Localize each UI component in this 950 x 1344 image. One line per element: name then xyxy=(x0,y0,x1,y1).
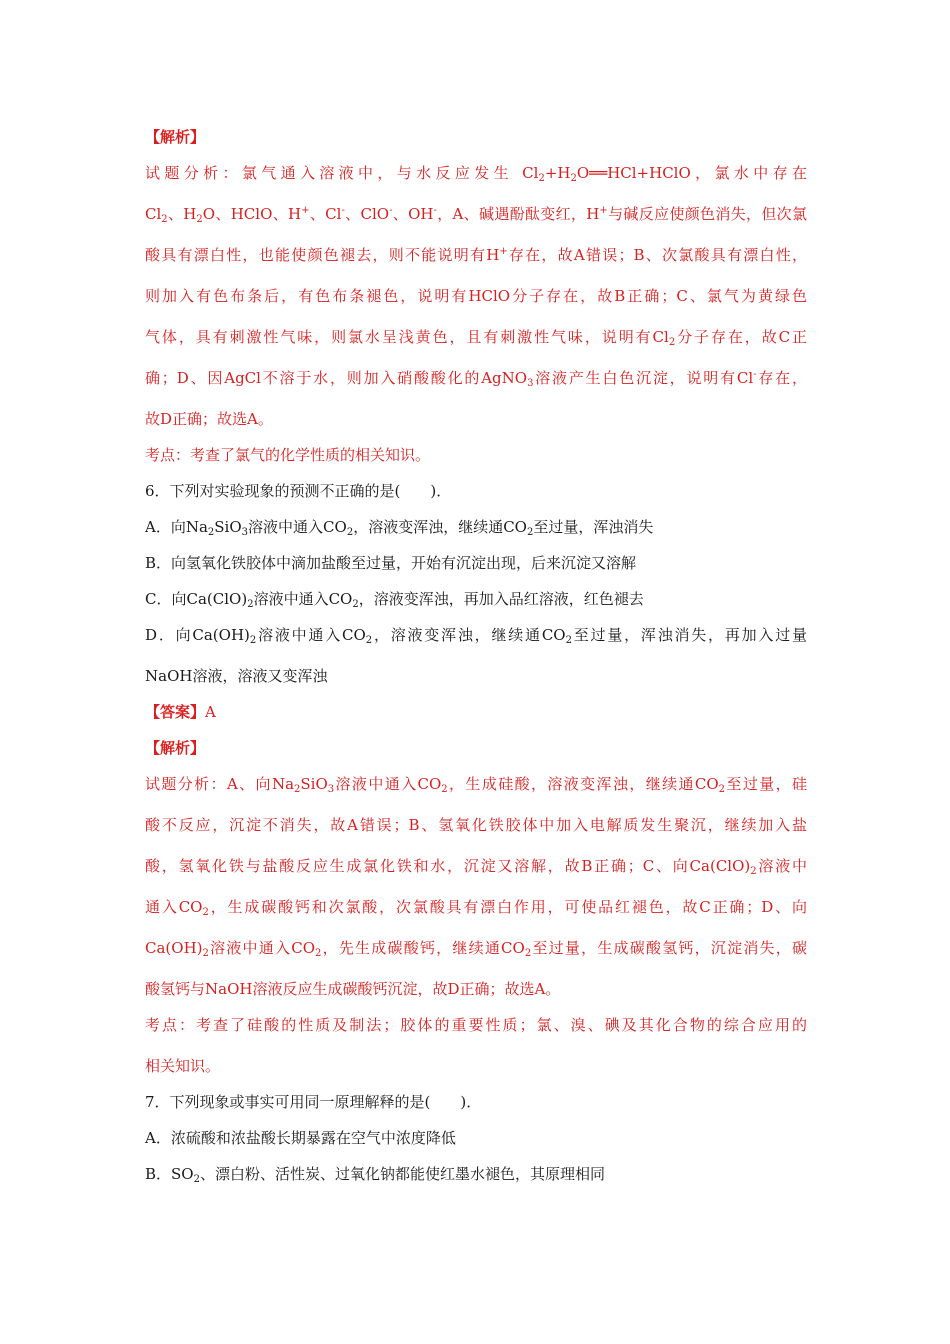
analysis-paragraph-line: 酸氢钙与NaOH溶液反应生成碳酸钙沉淀，故D正确；故选A。 xyxy=(145,980,561,998)
answer-label: 【答案】 xyxy=(145,703,206,721)
analysis-paragraph-line: $Ca(OH)_2$溶液中通入$CO_2$，先生成碳酸钙，继续通$CO_2$至过量，生成碳酸氢钙，沉淀消失，碳 xyxy=(145,939,807,959)
question-stem: 6．下列对实验现象的预测不正确的是( )． xyxy=(145,482,452,500)
option-c: C．向$Ca(ClO)_2$溶液中通入$CO_2$，溶液变浑浊，再加入品红溶液，红色褪去 xyxy=(145,590,644,610)
key-point-continued: 相关知识。 xyxy=(145,1057,221,1075)
analysis-paragraph-line: 酸不反应，沉淀不消失，故A错误；B、氢氧化铁胶体中加入电解质发生聚沉，继续加入盐 xyxy=(145,816,807,834)
analysis-paragraph-line: 酸，氢氧化铁与盐酸反应生成氯化铁和水，沉淀又溶解，故B正确；C、向$Ca(ClO)_2$溶液中 xyxy=(145,857,807,877)
key-point: 考点：考查了硅酸的性质及制法；胶体的重要性质；氯、溴、碘及其化合物的综合应用的 xyxy=(145,1016,807,1034)
analysis-paragraph-line: 试题分析：氯气通入溶液中，与水反应发生 $Cl_2+H_2O══HCl+HClO$，氯水中存在 xyxy=(145,164,807,184)
analysis-heading: 【解析】 xyxy=(145,739,206,757)
option-b: B．$SO_2$、漂白粉、活性炭、过氧化钠都能使红墨水褪色，其原理相同 xyxy=(145,1165,605,1185)
key-point: 考点：考查了氯气的化学性质的相关知识。 xyxy=(145,446,431,464)
option-d-continued: NaOH溶液，溶液又变浑浊 xyxy=(145,667,328,685)
option-b: B．向氢氧化铁胶体中滴加盐酸至过量，开始有沉淀出现，后来沉淀又溶解 xyxy=(145,554,637,572)
analysis-paragraph-line: $Cl_2$、$H_2O$、HClO、H+、Cl-、ClO-、OH-，A、碱遇酚酞变红，H+与碱反应使颜色消失，但次氯 xyxy=(145,205,807,225)
analysis-paragraph-line: 通入$CO_2$，生成碳酸钙和次氯酸，次氯酸具有漂白作用，可使品红褪色，故C正确；D、向 xyxy=(145,898,807,918)
analysis-paragraph-line: 则加入有色布条后，有色布条褪色，说明有HClO分子存在，故B正确；C、氯气为黄绿色 xyxy=(145,287,807,305)
option-a: A．浓硫酸和浓盐酸长期暴露在空气中浓度降低 xyxy=(145,1129,456,1147)
question-stem: 7．下列现象或事实可用同一原理解释的是( )． xyxy=(145,1093,482,1111)
option-d: D．向$Ca(OH)_2$溶液中通入$CO_2$，溶液变浑浊，继续通$CO_2$至过量，浑浊消失，再加入过量 xyxy=(145,626,807,646)
analysis-paragraph-line: 故D正确；故选A。 xyxy=(145,410,273,428)
answer-value: A xyxy=(205,703,216,721)
analysis-paragraph-line: 酸具有漂白性，也能使颜色褪去，则不能说明有H+存在，故A错误；B、次氯酸具有漂白性， xyxy=(145,246,808,264)
answer-line xyxy=(145,702,216,722)
analysis-paragraph-line: 气体，具有刺激性气味，则氯水呈浅黄色，且有刺激性气味，说明有$Cl_2$分子存在，故C正 xyxy=(145,328,808,348)
analysis-paragraph-line: 确；D、因AgCl不溶于水，则加入硝酸酸化的AgNO$_3$溶液产生白色沉淀，说明有Cl-存在， xyxy=(145,369,807,389)
analysis-heading: 【解析】 xyxy=(145,128,206,146)
analysis-paragraph-line: 试题分析：A、向$Na_2SiO_3$溶液中通入$CO_2$，生成硅酸，溶液变浑浊，继续通$CO_2$至过量，硅 xyxy=(145,775,807,795)
option-a: A．向$Na_2SiO_3$溶液中通入$CO_2$，溶液变浑浊，继续通$CO_2$至过量，浑浊消失 xyxy=(145,518,654,538)
